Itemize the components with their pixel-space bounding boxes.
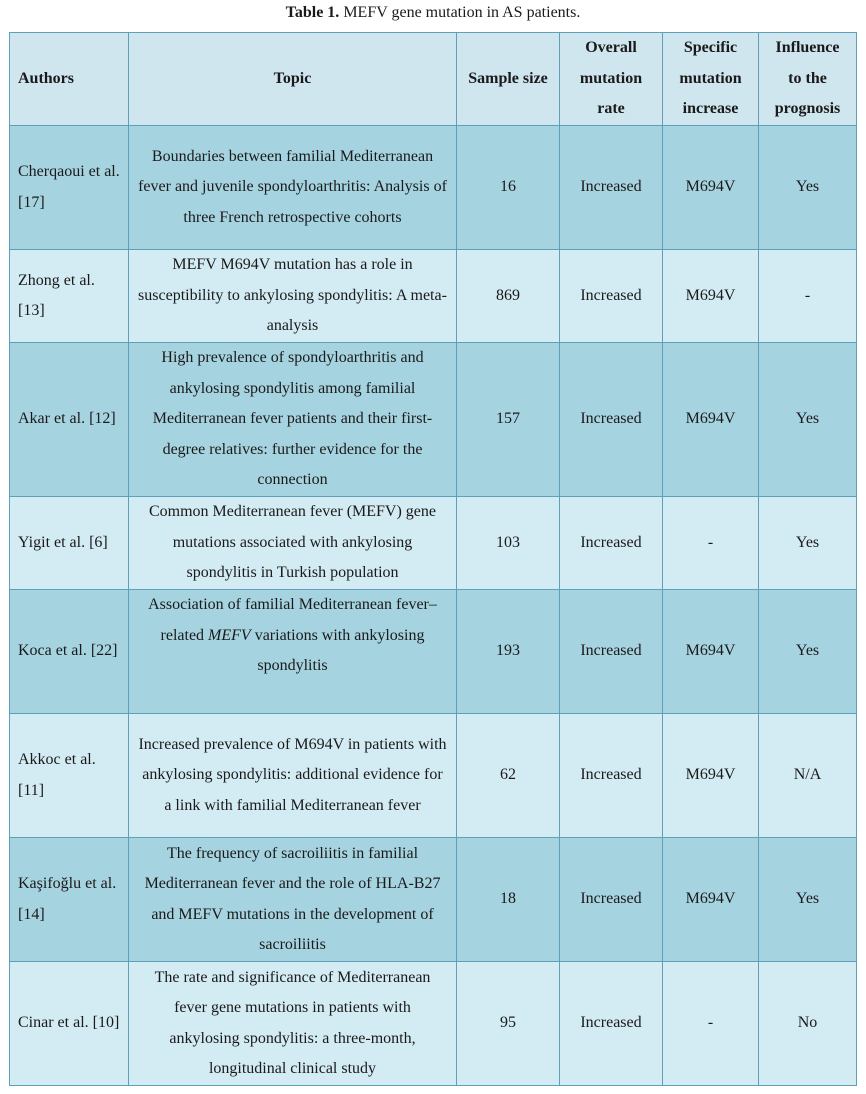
cell-sample-size: 193 (457, 590, 560, 714)
cell-authors: Yigit et al. [6] (10, 497, 129, 590)
mefv-table (9, 32, 857, 1086)
table-row (10, 497, 857, 590)
cell-topic (129, 590, 457, 714)
cell-sample-size: 62 (457, 714, 560, 838)
cell-influence: Yes (759, 838, 857, 962)
table-row (10, 126, 857, 250)
cell-influence: No (759, 962, 857, 1086)
cell-overall-rate: Increased (560, 250, 663, 343)
header-influence-prognosis: Influence to the prognosis (759, 33, 857, 126)
cell-topic: The rate and significance of Mediterranean fever gene mutations in patients with ankylosing spondylitis: a three-month, longitudinal clinical study (129, 962, 457, 1086)
cell-topic: The frequency of sacroiliitis in familial Mediterranean fever and the role of HLA-B27 and MEFV mutations in the development of sacroiliitis (129, 838, 457, 962)
header-row (10, 33, 857, 126)
cell-topic: Common Mediterranean fever (MEFV) gene mutations associated with ankylosing spondylitis in Turkish population (129, 497, 457, 590)
caption-label: Table 1. (285, 4, 340, 21)
cell-topic: MEFV M694V mutation has a role in susceptibility to ankylosing spondylitis: A meta-analysis (129, 250, 457, 343)
table-row (10, 590, 857, 714)
cell-influence: N/A (759, 714, 857, 838)
cell-specific-mutation: M694V (663, 714, 759, 838)
cell-sample-size: 869 (457, 250, 560, 343)
cell-authors: Koca et al. [22] (10, 590, 129, 714)
cell-overall-rate: Increased (560, 126, 663, 250)
header-overall-mutation-rate: Overall mutation rate (560, 33, 663, 126)
header-specific-mutation-increase: Specific mutation increase (663, 33, 759, 126)
cell-sample-size: 95 (457, 962, 560, 1086)
table-row (10, 343, 857, 497)
cell-authors: Cherqaoui et al. [17] (10, 126, 129, 250)
cell-authors: Akkoc et al. [11] (10, 714, 129, 838)
cell-influence: Yes (759, 590, 857, 714)
cell-influence: Yes (759, 343, 857, 497)
cell-specific-mutation: M694V (663, 838, 759, 962)
cell-specific-mutation: M694V (663, 343, 759, 497)
cell-overall-rate: Increased (560, 838, 663, 962)
cell-specific-mutation: M694V (663, 590, 759, 714)
cell-sample-size: 103 (457, 497, 560, 590)
cell-authors: Kaşifoğlu et al. [14] (10, 838, 129, 962)
cell-sample-size: 18 (457, 838, 560, 962)
table-row (10, 714, 857, 838)
table-row (10, 250, 857, 343)
cell-topic: High prevalence of spondyloarthritis and ankylosing spondylitis among familial Mediterranean fever patients and their first-degree relatives: further evidence for the connection (129, 343, 457, 497)
table-row (10, 962, 857, 1086)
topic-text-pre: Association of familial Mediterranean fever–related (148, 596, 437, 644)
header-authors: Authors (10, 33, 129, 126)
cell-authors: Zhong et al. [13] (10, 250, 129, 343)
cell-topic: Boundaries between familial Mediterranean fever and juvenile spondyloarthritis: Analysis of three French retrospective cohorts (129, 126, 457, 250)
cell-sample-size: 16 (457, 126, 560, 250)
header-sample-size: Sample size (457, 33, 560, 126)
cell-influence: Yes (759, 497, 857, 590)
table-caption (0, 3, 866, 23)
cell-specific-mutation: - (663, 497, 759, 590)
cell-topic: Increased prevalence of M694V in patients with ankylosing spondylitis: additional evidence for a link with familial Mediterranean fever (129, 714, 457, 838)
cell-overall-rate: Increased (560, 590, 663, 714)
cell-overall-rate: Increased (560, 343, 663, 497)
cell-specific-mutation: - (663, 962, 759, 1086)
cell-specific-mutation: M694V (663, 126, 759, 250)
cell-overall-rate: Increased (560, 714, 663, 838)
cell-influence: Yes (759, 126, 857, 250)
cell-overall-rate: Increased (560, 497, 663, 590)
cell-authors: Akar et al. [12] (10, 343, 129, 497)
header-topic: Topic (129, 33, 457, 126)
cell-sample-size: 157 (457, 343, 560, 497)
topic-text-post: variations with ankylosing spondylitis (250, 626, 425, 674)
cell-specific-mutation: M694V (663, 250, 759, 343)
table-row (10, 838, 857, 962)
cell-influence: - (759, 250, 857, 343)
cell-authors: Cinar et al. [10] (10, 962, 129, 1086)
cell-overall-rate: Increased (560, 962, 663, 1086)
caption-text: MEFV gene mutation in AS patients. (343, 4, 581, 21)
topic-text-gene: MEFV (208, 626, 251, 644)
